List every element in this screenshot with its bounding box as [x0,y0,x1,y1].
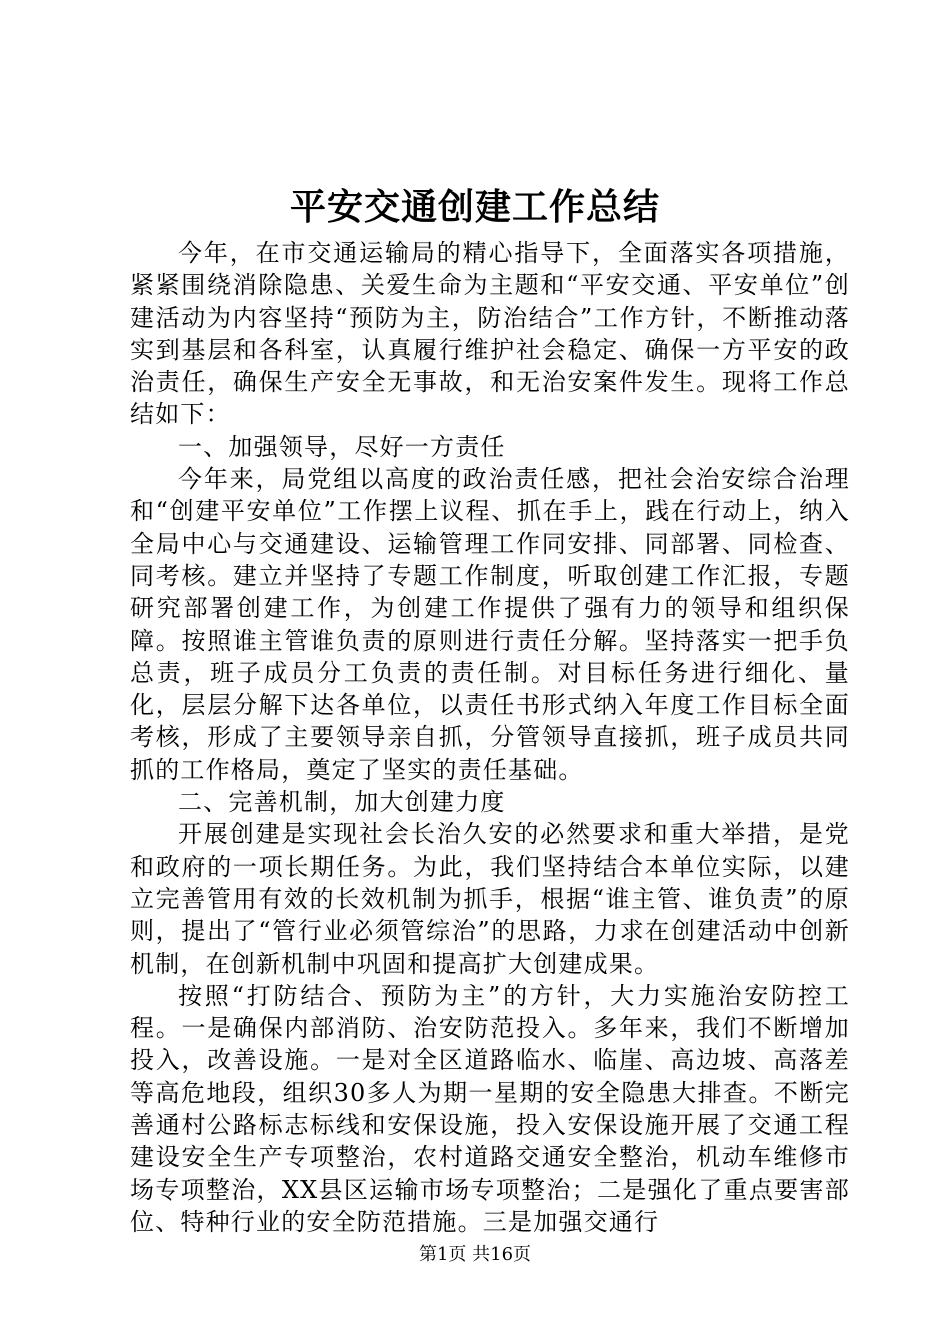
section-2-paragraph-1: 开展创建是实现社会长治久安的必然要求和重大举措，是党和政府的一项长期任务。为此，我们坚持结合本单位实际，以建立完善管用有效的长效机制为抓手，根据“谁主管、谁负责”的原则，提出了“管行业必须管综治”的思路，力求在创建活动中创新机制，在创新机制中巩固和提高扩大创建成果。 [130,820,850,978]
document-body [130,237,850,1238]
section-heading-1: 一、加强领导，尽好一方责任 [178,432,506,461]
intro-paragraph: 今年，在市交通运输局的精心指导下，全面落实各项措施，紧紧围绕消除隐患、关爱生命为主题和“平安交通、平安单位”创建活动为内容坚持“预防为主，防治结合”工作方针，不断推动落实到基层和各科室，认真履行维护社会稳定、确保一方平安的政治责任，确保生产安全无事故，和无治安案件发生。现将工作总结如下： [130,239,850,429]
section-1-paragraph: 今年来，局党组以高度的政治责任感，把社会治安综合治理和“创建平安单位”工作摆上议程、抓在手上，践在行动上，纳入全局中心与交通建设、运输管理工作同安排、同部署、同检查、同考核。建立并坚持了专题工作制度，听取创建工作汇报，专题研究部署创建工作，为创建工作提供了强有力的领导和组织保障。按照谁主管谁负责的原则进行责任分解。坚持落实一把手负总责，班子成员分工负责的责任制。对目标任务进行细化、量化，层层分解下达各单位，以责任书形式纳入年度工作目标全面考核，形成了主要领导亲自抓，分管领导直接抓，班子成员共同抓的工作格局，奠定了坚实的责任基础。 [130,465,850,784]
document-title: 平安交通创建工作总结 [289,186,660,228]
page-footer: 第1页 共16页 [418,1244,532,1265]
section-2-paragraph-2: 按照“打防结合、预防为主”的方针，大力实施治安防控工程。一是确保内部消防、治安防范投入。多年来，我们不断增加投入，改善设施。一是对全区道路临水、临崖、高边坡、高落差等高危地段，组织30多人为期一星期的安全隐患大排查。不断完善通村公路标志标线和安保设施，投入安保设施开展了交通工程建设安全生产专项整治，农村道路交通安全整治，机动车维修市场专项整治，XX县区运输市场专项整治；二是强化了重点要害部位、特种行业的安全防范措施。三是加强交通行 [130,981,850,1236]
section-heading-2: 二、完善机制，加大创建力度 [178,788,506,817]
